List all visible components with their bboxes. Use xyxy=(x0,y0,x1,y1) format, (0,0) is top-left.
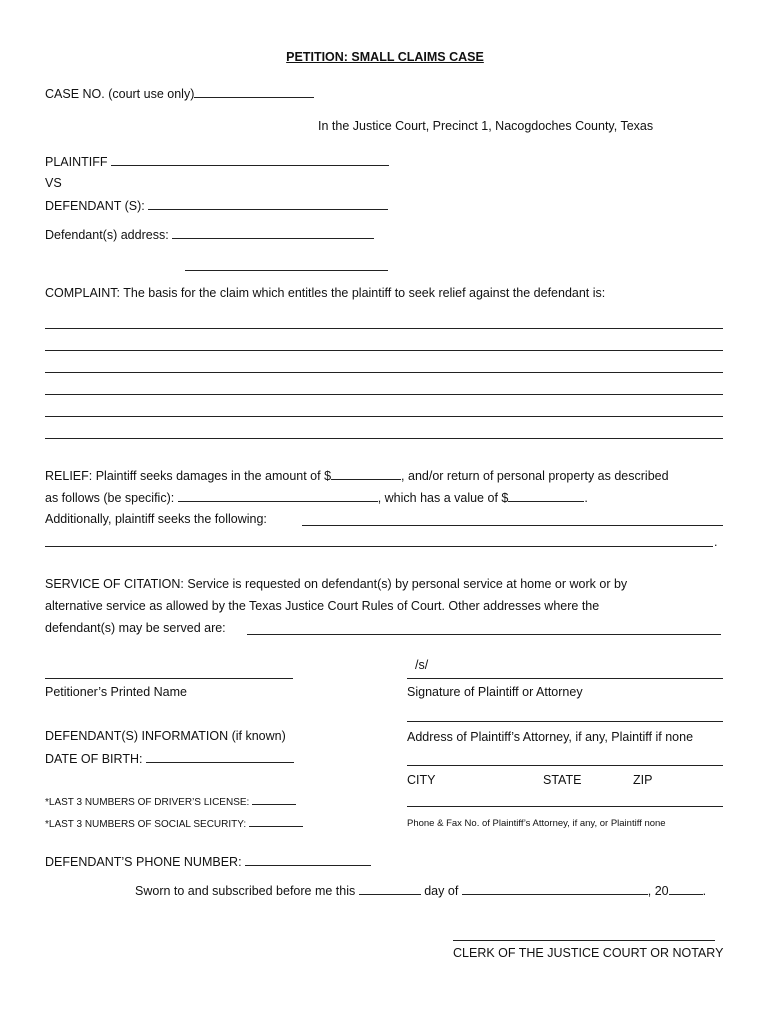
license-label: *LAST 3 NUMBERS OF DRIVER’S LICENSE: xyxy=(45,797,250,808)
dob-row xyxy=(45,750,294,767)
defendant-label: DEFENDANT (S): xyxy=(45,199,145,213)
service-text: alternative service as allowed by the Texas Justice Court Rules of Court. Other addresses where the xyxy=(45,599,600,613)
sworn-day-field[interactable] xyxy=(359,882,421,895)
plaintiff-row xyxy=(45,153,389,170)
relief-text: . xyxy=(584,491,588,505)
sworn-text: , 20 xyxy=(647,884,669,898)
phone-fax-label: Phone & Fax No. of Plaintiff’s Attorney, if any, or Plaintiff none xyxy=(407,818,666,829)
defendant-info-label: DEFENDANT(S) INFORMATION (if known) xyxy=(45,729,286,743)
court-line: In the Justice Court, Precinct 1, Nacogdoches County, Texas xyxy=(318,119,654,133)
complaint-line[interactable] xyxy=(45,416,723,417)
signature-field[interactable] xyxy=(407,678,723,679)
relief-text: as follows (be specific): xyxy=(45,491,175,505)
vs-label: VS xyxy=(45,176,62,190)
defendant-address-row xyxy=(45,226,374,243)
ssn-row xyxy=(45,816,303,833)
dob-field[interactable] xyxy=(146,750,294,763)
defendant-phone-row xyxy=(45,853,371,870)
relief-text: Additionally, plaintiff seeks the following: xyxy=(45,512,267,526)
defendant-address-field[interactable] xyxy=(172,226,374,239)
sworn-year-field[interactable] xyxy=(669,882,703,895)
page-title: PETITION: SMALL CLAIMS CASE xyxy=(286,50,484,64)
property-value-field[interactable] xyxy=(508,489,584,502)
clerk-label: CLERK OF THE JUSTICE COURT OR NOTARY xyxy=(453,946,724,960)
defendant-row xyxy=(45,197,388,214)
defendant-phone-label: DEFENDANT’S PHONE NUMBER: xyxy=(45,855,242,869)
state-label: STATE xyxy=(543,773,582,787)
petitioner-name-label: Petitioner’s Printed Name xyxy=(45,685,187,699)
attorney-address-label: Address of Plaintiff’s Attorney, if any, Plaintiff if none xyxy=(407,730,694,744)
additional-relief-field[interactable] xyxy=(302,525,723,526)
signature-value: /s/ xyxy=(415,658,429,672)
property-description-field[interactable] xyxy=(178,489,378,502)
defendant-phone-field[interactable] xyxy=(245,853,371,866)
case-no-label: CASE NO. (court use only) xyxy=(45,87,195,101)
complaint-line[interactable] xyxy=(45,372,723,373)
complaint-label: COMPLAINT: The basis for the claim which entitles the plaintiff to seek relief against the defendant is: xyxy=(45,286,606,300)
dob-label: DATE OF BIRTH: xyxy=(45,752,143,766)
complaint-line[interactable] xyxy=(45,350,723,351)
complaint-line[interactable] xyxy=(45,328,723,329)
clerk-signature-field[interactable] xyxy=(453,940,715,941)
city-label: CITY xyxy=(407,773,436,787)
signature-label: Signature of Plaintiff or Attorney xyxy=(407,685,583,699)
service-addresses-field[interactable] xyxy=(247,634,721,635)
relief-text: , which has a value of $ xyxy=(377,491,509,505)
sworn-text: Sworn to and subscribed before me this xyxy=(135,884,356,898)
attorney-name-field[interactable] xyxy=(407,721,723,722)
plaintiff-field[interactable] xyxy=(111,153,389,166)
defendant-address-field-2[interactable] xyxy=(185,270,388,271)
case-no-row xyxy=(45,85,314,102)
license-row xyxy=(45,794,296,811)
relief-row-1 xyxy=(45,467,669,484)
license-field[interactable] xyxy=(252,794,296,805)
defendant-field[interactable] xyxy=(148,197,388,210)
relief-text: RELIEF: Plaintiff seeks damages in the amount of $ xyxy=(45,469,332,483)
sworn-text: . xyxy=(702,884,707,898)
relief-row-3 xyxy=(45,511,267,527)
defendant-address-label: Defendant(s) address: xyxy=(45,228,169,242)
attorney-address-field[interactable] xyxy=(407,765,723,766)
sworn-month-field[interactable] xyxy=(462,882,648,895)
relief-row-2 xyxy=(45,489,588,506)
ssn-field[interactable] xyxy=(249,816,303,827)
zip-label: ZIP xyxy=(633,773,653,787)
service-text: defendant(s) may be served are: xyxy=(45,621,226,635)
complaint-line[interactable] xyxy=(45,394,723,395)
sworn-row xyxy=(135,882,706,899)
plaintiff-label: PLAINTIFF xyxy=(45,155,108,169)
attorney-phone-field[interactable] xyxy=(407,806,723,807)
relief-end-period: . xyxy=(714,535,718,549)
additional-relief-field-2[interactable] xyxy=(45,546,713,547)
relief-text: , and/or return of personal property as described xyxy=(401,469,669,483)
sworn-text: day of xyxy=(424,884,459,898)
ssn-label: *LAST 3 NUMBERS OF SOCIAL SECURITY: xyxy=(45,819,247,830)
service-text: SERVICE OF CITATION: Service is requested on defendant(s) by personal service at home or work or by xyxy=(45,577,628,591)
complaint-line[interactable] xyxy=(45,438,723,439)
damages-amount-field[interactable] xyxy=(331,467,401,480)
petitioner-name-field[interactable] xyxy=(45,678,293,679)
case-no-field[interactable] xyxy=(194,85,314,98)
